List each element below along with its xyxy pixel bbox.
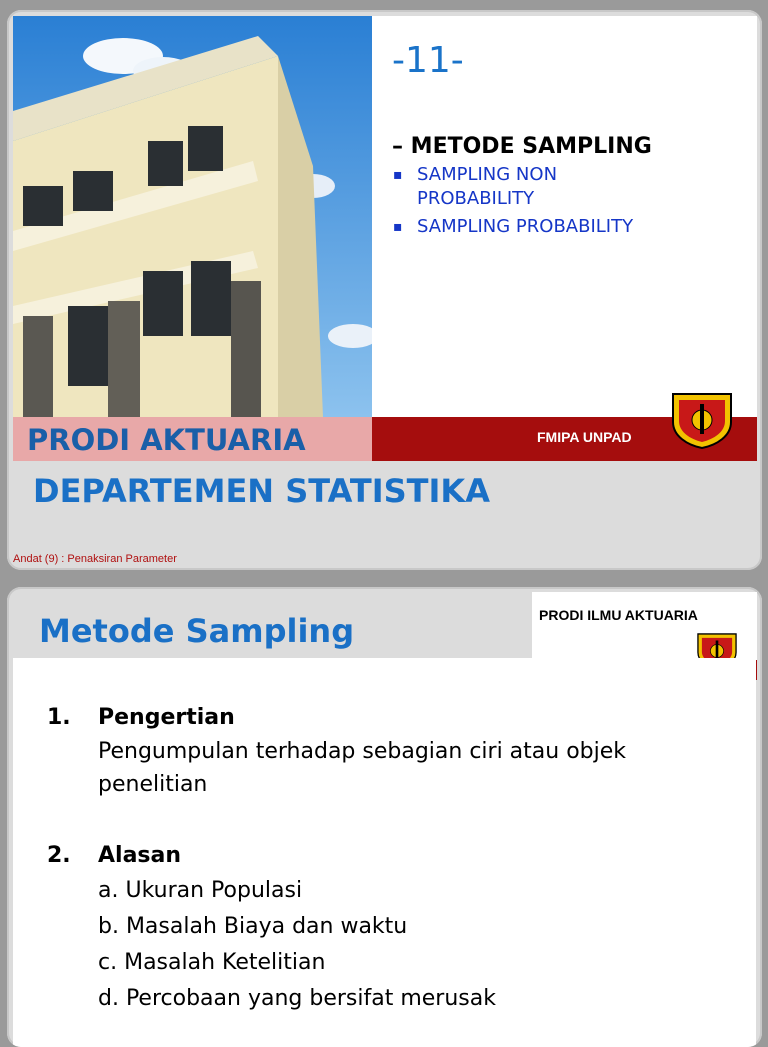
item-heading-alasan: Alasan — [98, 843, 182, 868]
topic-dash: – — [392, 134, 403, 159]
item-number: 1. — [47, 705, 71, 730]
unpad-logo-icon — [667, 390, 737, 450]
item-line: d. Percobaan yang bersifat merusak — [98, 986, 496, 1011]
item-heading-pengertian: Pengertian — [98, 705, 235, 730]
slide-number: -11- — [392, 40, 464, 81]
item-line: b. Masalah Biaya dan waktu — [98, 914, 408, 939]
building-photo — [13, 16, 372, 417]
footer-text: Andat (9) : Penaksiran Parameter — [13, 553, 177, 565]
slide-title: Metode Sampling — [39, 612, 355, 650]
fmipa-label: FMIPA UNPAD — [537, 429, 632, 445]
topic-heading — [392, 134, 652, 159]
topic-text: METODE SAMPLING — [410, 134, 652, 159]
content-slide — [7, 587, 762, 1047]
subitem-probability: ▪ SAMPLING PROBABILITY — [393, 216, 634, 237]
item-line: penelitian — [98, 772, 208, 797]
item-line: a. Ukuran Populasi — [98, 878, 303, 903]
item-line: Pengumpulan terhadap sebagian ciri atau objek — [98, 739, 627, 764]
item-number: 2. — [47, 843, 71, 868]
square-bullet-icon: ▪ — [393, 219, 403, 235]
logo-text: PRODI ILMU AKTUARIA — [539, 607, 698, 623]
title-slide — [7, 10, 762, 570]
subitem-non-probability: ▪ SAMPLING NON PROBABILITY — [393, 164, 558, 209]
prodi-label: PRODI AKTUARIA — [27, 423, 306, 457]
department-label: DEPARTEMEN STATISTIKA — [33, 472, 490, 510]
item-line: c. Masalah Ketelitian — [98, 950, 326, 975]
square-bullet-icon: ▪ — [393, 167, 403, 183]
